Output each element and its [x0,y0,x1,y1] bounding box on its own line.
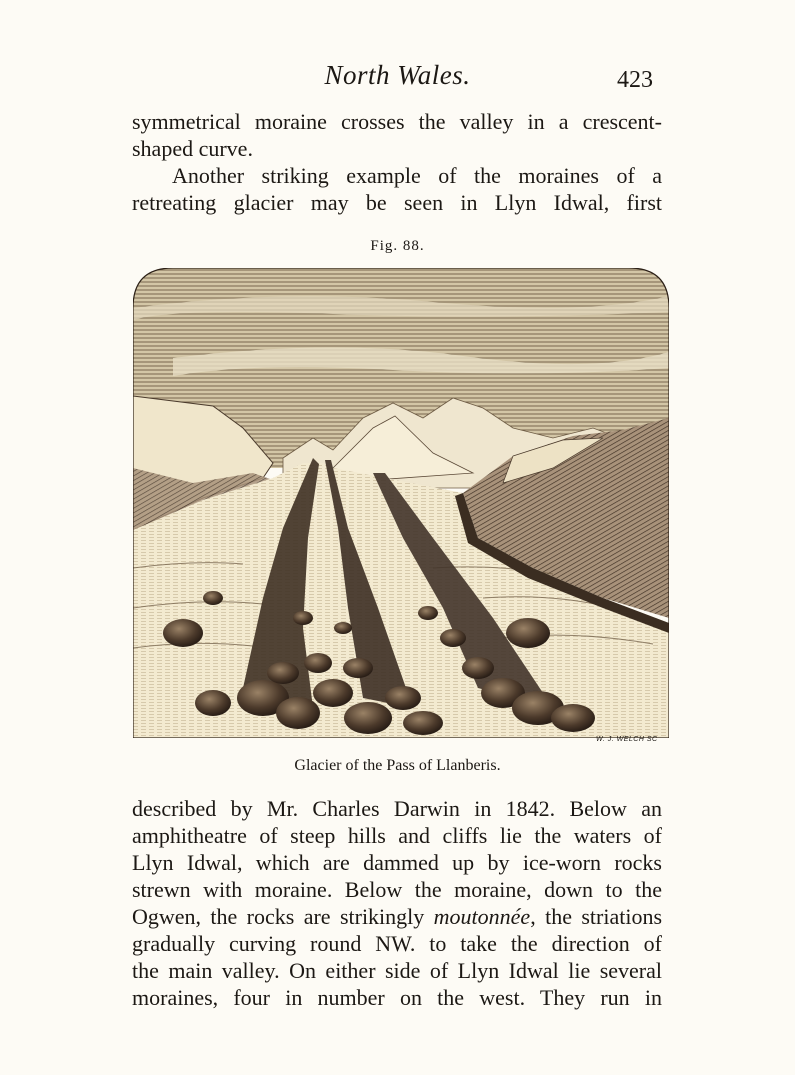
text-line: moraines, four in number on the west. They run in [132,985,662,1010]
second-paragraph [132,162,662,216]
body-paragraph [132,795,662,1011]
text-fragment: Ogwen, the rocks are strikingly [132,904,434,929]
figure-label: Fig. 88. [370,238,425,254]
page-number: 423 [617,67,653,93]
text-line: the main valley. On either side of Llyn Idwal lie several [132,958,662,983]
text-line: gradually curving round NW. to take the direction of [132,931,662,956]
text-line: described by Mr. Charles Darwin in 1842. Below an [132,796,662,821]
text-line [132,903,662,930]
text-line: amphitheatre of steep hills and cliffs lie the waters of [132,823,662,848]
text-line: symmetrical moraine crosses the valley in a crescent- [132,109,662,134]
running-title: North Wales. [324,60,471,90]
text-fragment: , the striations [530,904,663,929]
engraver-signature: W. J. WELCH SC [596,736,658,743]
text-line: retreating glacier may be seen in Llyn Idwal, first [132,190,662,215]
text-line: Another striking example of the moraines of a [172,163,662,188]
glacier-engraving [133,268,669,738]
text-line: strewn with moraine. Below the moraine, down to the [132,877,662,902]
text-line: Llyn Idwal, which are dammed up by ice-worn rocks [132,850,662,875]
text-line: shaped curve. [132,136,253,161]
italic-term: moutonnée [433,904,531,929]
figure-caption: Glacier of the Pass of Llanberis. [294,757,501,774]
top-paragraph [132,108,662,162]
